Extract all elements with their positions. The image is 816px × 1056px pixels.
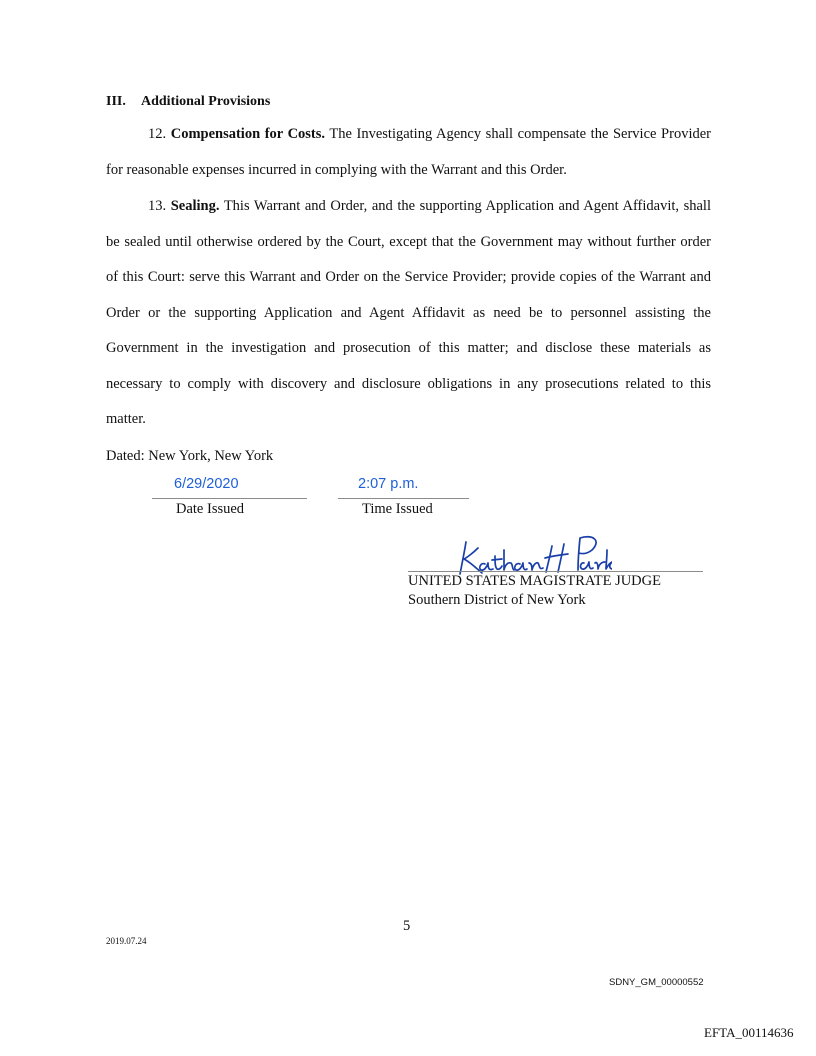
time-issued-value: 2:07 p.m. [358, 476, 419, 492]
paragraph-title: Sealing. [170, 198, 220, 214]
judge-district: Southern District of New York [408, 592, 586, 608]
bates-number: SDNY_GM_00000552 [609, 977, 704, 988]
date-issued-label: Date Issued [176, 501, 245, 517]
date-issued-value: 6/29/2020 [174, 476, 239, 492]
judge-title: UNITED STATES MAGISTRATE JUDGE [408, 573, 661, 589]
section-title: Additional Provisions [141, 94, 271, 109]
paragraph-title: Compensation for Costs. [170, 126, 326, 142]
time-issued-label: Time Issued [362, 501, 433, 517]
section-heading [106, 94, 270, 110]
paragraph-number: 12. [148, 126, 167, 142]
dated-line: Dated: New York, New York [106, 448, 274, 464]
form-date: 2019.07.24 [106, 936, 147, 946]
time-issued-rule [338, 498, 469, 499]
paragraph-compensation [106, 117, 711, 188]
paragraph-sealing [106, 189, 711, 438]
judge-signature-block [408, 572, 661, 610]
efta-number: EFTA_00114636 [704, 1025, 794, 1040]
paragraph-text: This Warrant and Order, and the supporting Application and Agent Affidavit, shall be sealed until otherwise ordered by the Court, except that the Government may without further order of this Court: serve this Warrant and Order on the Service Provider; provide copies of the Warrant and Order or the supporting Application and Agent Affidavit as need be to personnel assisting the Government in the investigation and prosecution of this matter; and disclose these materials as necessary to comply with discovery and disclosure obligations in any prosecutions related to this matter. [106, 198, 711, 427]
date-issued-rule [152, 498, 307, 499]
section-number: III. [106, 94, 126, 109]
paragraph-text: The Investigating Agency shall compensate the Service Provider for reasonable expenses incurred in complying with the Warrant and this Order. [106, 126, 711, 178]
page-number: 5 [403, 918, 411, 934]
paragraph-number: 13. [148, 198, 167, 214]
